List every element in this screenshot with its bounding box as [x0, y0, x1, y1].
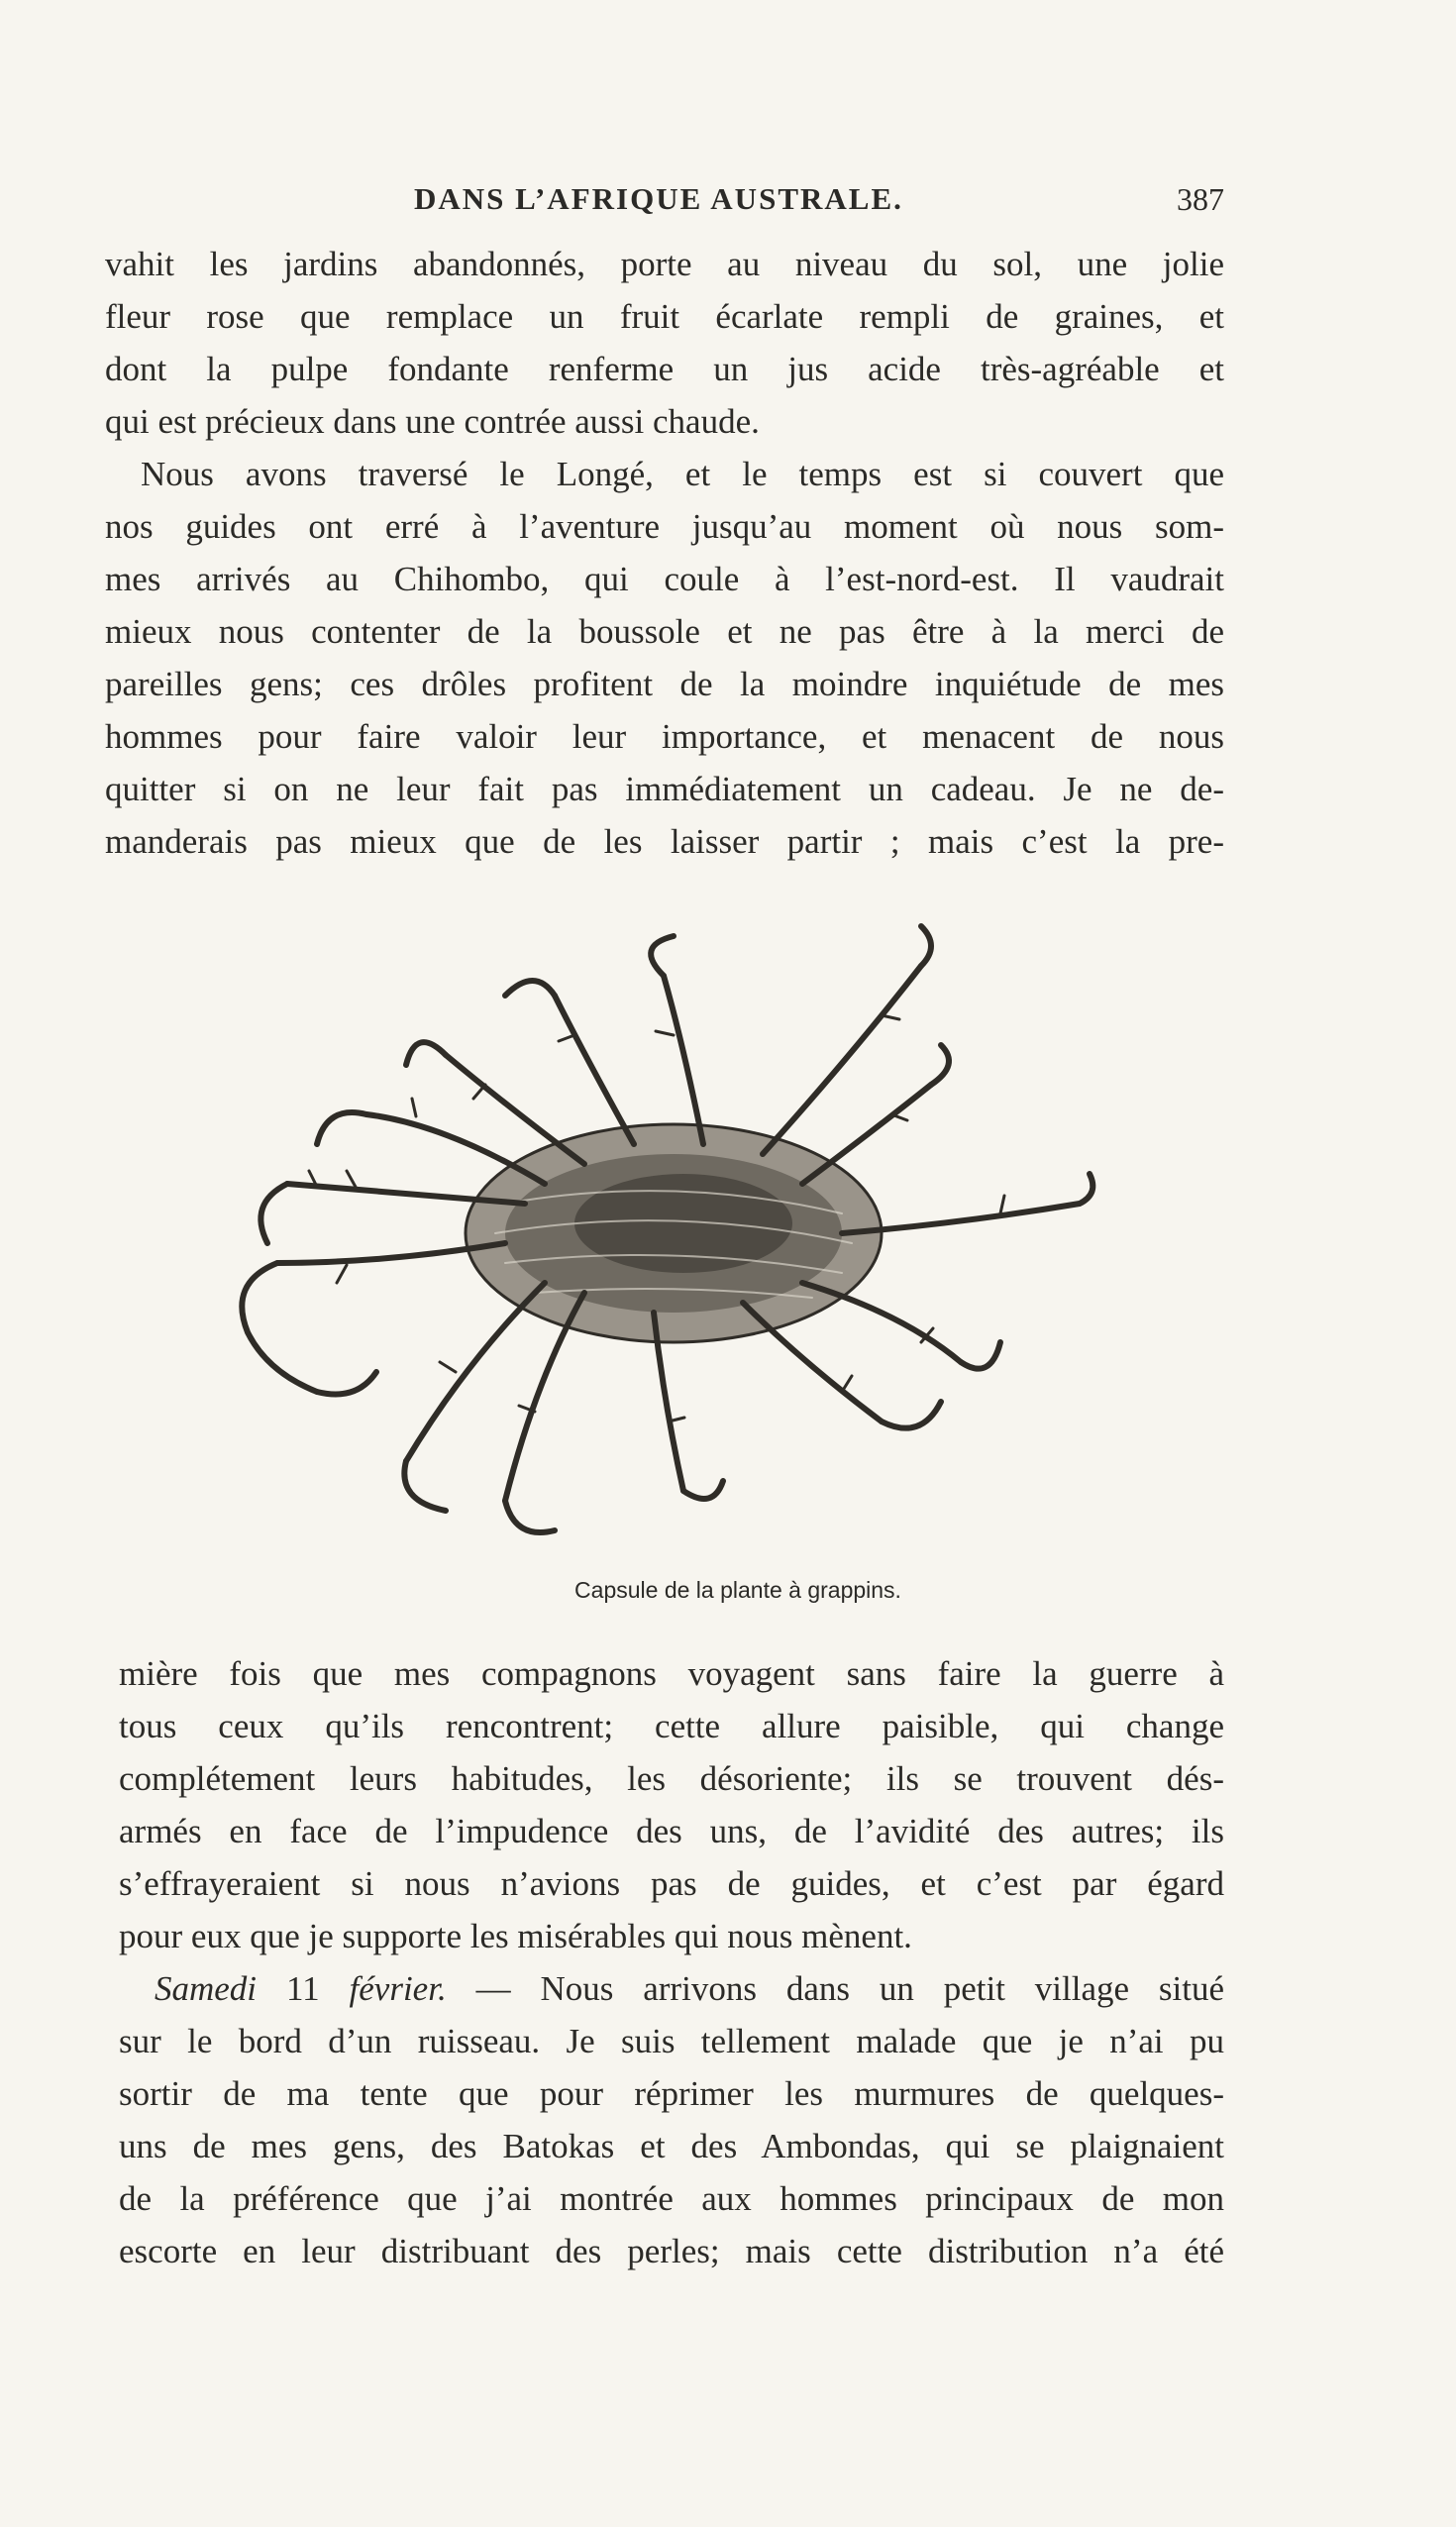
text-line: s’effrayeraient si nous n’avions pas de guides, et c’est par égard — [119, 1864, 1224, 1903]
text-line: pareilles gens; ces drôles profitent de la moindre inquiétude de mes — [105, 665, 1224, 703]
text-line: qui est précieux dans une contrée aussi chaude. — [105, 402, 760, 441]
text-block-bottom — [119, 1647, 1224, 2277]
running-title: DANS L’AFRIQUE AUSTRALE. — [414, 181, 903, 216]
text-line: complétement leurs habitudes, les désoriente; ils se trouvent dés- — [119, 1759, 1224, 1798]
text-line: nos guides ont erré à l’aventure jusqu’au moment où nous som- — [105, 507, 1224, 546]
text-line: tous ceux qu’ils rencontrent; cette allure paisible, qui change — [119, 1707, 1224, 1745]
text-line: manderais pas mieux que de les laisser partir ; mais c’est la pre- — [105, 822, 1224, 861]
text-line: sur le bord d’un ruisseau. Je suis tellement malade que je n’ai pu — [119, 2022, 1224, 2060]
text-line: mes arrivés au Chihombo, qui coule à l’est-nord-est. Il vaudrait — [105, 560, 1224, 598]
diary-date-label: Samedi — [155, 1969, 258, 2008]
text-line: dont la pulpe fondante renferme un jus acide très-agréable et — [105, 350, 1224, 388]
diary-month: février. — [349, 1969, 447, 2008]
text-line: quitter si on ne leur fait pas immédiatement un cadeau. Je ne de- — [105, 770, 1224, 808]
text-line: mieux nous contenter de la boussole et ne pas être à la merci de — [105, 612, 1224, 651]
diary-day: 11 — [285, 1969, 320, 2008]
text-line: sortir de ma tente que pour réprimer les murmures de quelques- — [119, 2074, 1224, 2113]
text-line: uns de mes gens, des Batokas et des Ambondas, qui se plaignaient — [119, 2127, 1224, 2165]
text-line: mière fois que mes compagnons voyagent sans faire la guerre à — [119, 1654, 1224, 1693]
text-line: armés en face de l’impudence des uns, de l’avidité des autres; ils — [119, 1812, 1224, 1850]
grapple-plant-engraving — [208, 906, 1139, 1580]
text-line: vahit les jardins abandonnés, porte au niveau du sol, une jolie — [105, 245, 1224, 283]
text-line: fleur rose que remplace un fruit écarlate rempli de graines, et — [105, 297, 1224, 336]
text-line: Nous avons traversé le Longé, et le temps est si couvert que — [141, 455, 1224, 493]
text-line: pour eux que je supporte les misérables qui nous mènent. — [119, 1917, 912, 1955]
text-line: hommes pour faire valoir leur importance, et menacent de nous — [105, 717, 1224, 756]
diary-first-line-rest: — Nous arrivons dans un petit village situé — [475, 1969, 1225, 2008]
seed-capsule-illustration — [208, 906, 1139, 1580]
text-block-top — [105, 238, 1224, 868]
diary-entry-heading-line — [119, 1962, 1224, 2015]
text-line: de la préférence que j’ai montrée aux hommes principaux de mon — [119, 2179, 1224, 2218]
text-line: escorte en leur distribuant des perles; mais cette distribution n’a été — [119, 2232, 1224, 2270]
running-head — [105, 181, 1224, 229]
figure-caption: Capsule de la plante à grappins. — [574, 1577, 901, 1603]
page-number: 387 — [1177, 181, 1224, 217]
